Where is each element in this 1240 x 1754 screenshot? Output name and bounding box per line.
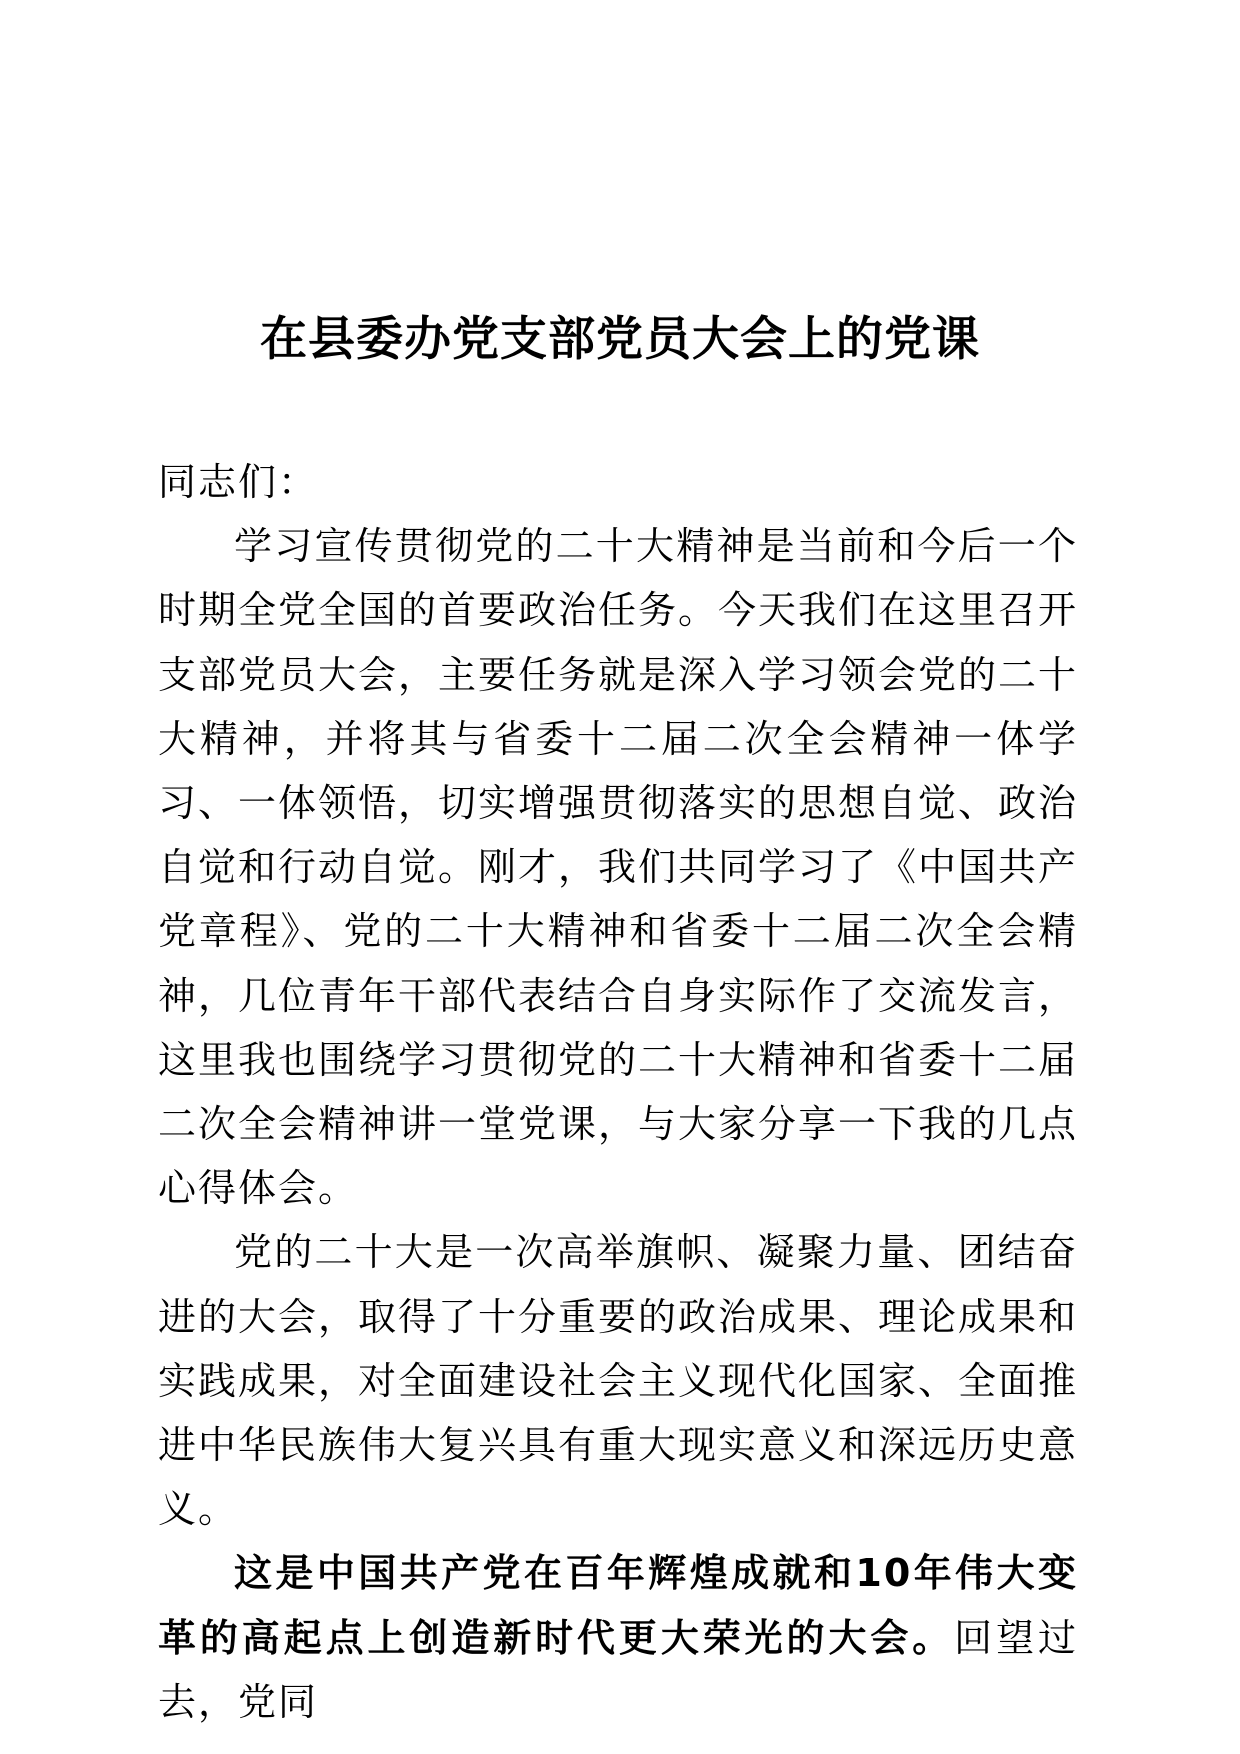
paragraph-1: 学习宣传贯彻党的二十大精神是当前和今后一个时期全党全国的首要政治任务。今天我们在这里召开支部党员大会，主要任务就是深入学习领会党的二十大精神，并将其与省委十二届二次全会精神一体学习、一体领悟，切实增强贯彻落实的思想自觉、政治自觉和行动自觉。刚才，我们共同学习了《中国共产党章程》、党的二十大精神和省委十二届二次全会精神，几位青年干部代表结合自身实际作了交流发言，这里我也围绕学习贯彻党的二十大精神和省委十二届二次全会精神讲一堂党课，与大家分享一下我的几点心得体会。	[158, 524, 1079, 1211]
paragraph-3-rest: 回望过去，党同	[158, 1615, 1078, 1724]
paragraph-3-bold-lead: 这是中国共产党在百年辉煌成就和10年伟大变革的高起点上创造新时代更大荣光的大会。	[158, 1551, 1078, 1660]
paragraph-3	[158, 1541, 1078, 1734]
salutation: 同志们：	[158, 460, 319, 504]
document-body	[158, 450, 1078, 1734]
paragraph-2: 党的二十大是一次高举旗帜、凝聚力量、团结奋进的大会，取得了十分重要的政治成果、理论成果和实践成果，对全面建设社会主义现代化国家、全面推进中华民族伟大复兴具有重大现实意义和深远历史意义。	[158, 1230, 1079, 1532]
document-title: 在县委办党支部党员大会上的党课	[260, 312, 980, 367]
